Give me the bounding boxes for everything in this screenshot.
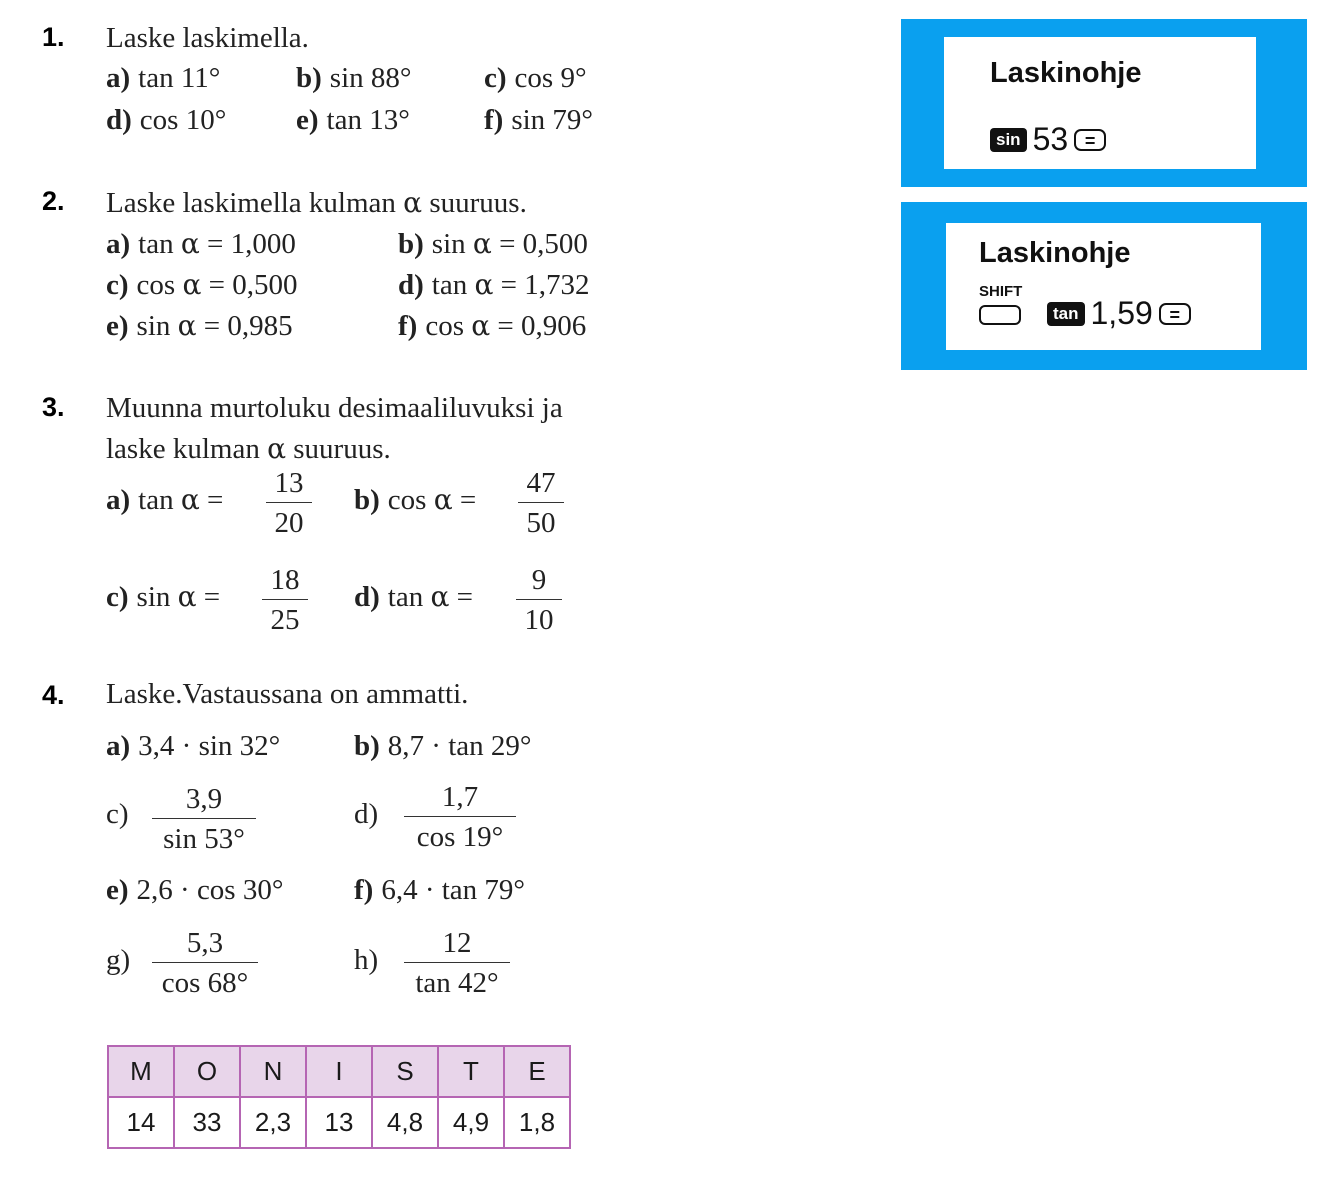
table-cell: T <box>438 1046 504 1097</box>
answer-code-table <box>107 1045 571 1149</box>
exercise-1-item-a: a) tan 11° <box>106 62 221 94</box>
table-cell: 2,3 <box>240 1097 306 1148</box>
table-cell: 4,9 <box>438 1097 504 1148</box>
exercise-4-item-c-fraction <box>152 780 256 859</box>
exercise-3-item-d-fraction <box>516 561 562 640</box>
exercise-3-item-a-fraction <box>266 464 312 543</box>
exercise-3-number: 3. <box>42 392 65 422</box>
denominator: tan 42° <box>415 967 499 999</box>
shift-key-icon <box>979 305 1021 325</box>
exercise-3-prompt-line2: laske kulman α suuruus. <box>106 432 391 465</box>
exercise-4-prompt: Laske.Vastaussana on ammatti. <box>106 678 469 710</box>
exercise-4-item-g-fraction <box>152 924 258 1003</box>
denominator: 25 <box>270 604 300 636</box>
numerator: 47 <box>518 464 564 503</box>
numerator: 18 <box>262 561 308 600</box>
numerator: 3,9 <box>152 780 256 819</box>
exercise-2-item-c: c) cos α = 0,500 <box>106 268 298 301</box>
exercise-1-prompt: Laske laskimella. <box>106 22 309 54</box>
exercise-4-item-d-label: d) <box>354 798 379 830</box>
key-value: 53 <box>1032 121 1069 157</box>
denominator: 20 <box>274 507 304 539</box>
numerator: 1,7 <box>404 778 516 817</box>
table-row-letters <box>108 1046 570 1097</box>
exercise-4-item-f: f) 6,4 · tan 79° <box>354 874 526 906</box>
exercise-4-item-e: e) 2,6 · cos 30° <box>106 874 284 906</box>
calculator-tip-1-card <box>944 37 1256 169</box>
exercise-4-item-h-label: h) <box>354 944 379 976</box>
exercise-2-item-b: b) sin α = 0,500 <box>398 227 588 260</box>
table-cell: N <box>240 1046 306 1097</box>
exercise-1-item-c: c) cos 9° <box>484 62 587 94</box>
table-cell: I <box>306 1046 372 1097</box>
calculator-tip-title: Laskinohje <box>979 237 1131 269</box>
exercise-1-item-b: b) sin 88° <box>296 62 412 94</box>
exercise-4-item-g-label: g) <box>106 944 131 976</box>
calculator-tip-2 <box>901 202 1307 370</box>
calculator-tip-1 <box>901 19 1307 187</box>
exercise-2-item-a: a) tan α = 1,000 <box>106 227 296 260</box>
table-cell: 4,8 <box>372 1097 438 1148</box>
exercise-1-item-f: f) sin 79° <box>484 104 594 136</box>
denominator: cos 19° <box>416 821 504 853</box>
exercise-1-item-e: e) tan 13° <box>296 104 410 136</box>
denominator: 10 <box>524 604 554 636</box>
exercise-3-prompt-line1: Muunna murtoluku desimaaliluvuksi ja <box>106 392 563 424</box>
table-cell: 14 <box>108 1097 174 1148</box>
exercise-3-item-a-lhs: a) tan α = <box>106 483 224 516</box>
numerator: 9 <box>516 561 562 600</box>
shift-label: SHIFT <box>979 283 1023 300</box>
key-value: 1,59 <box>1090 295 1153 331</box>
exercise-2-item-d: d) tan α = 1,732 <box>398 268 590 301</box>
table-cell: O <box>174 1046 240 1097</box>
denominator: sin 53° <box>163 823 245 855</box>
equals-key-icon: = <box>1074 129 1106 151</box>
sin-key-icon: sin <box>990 128 1027 152</box>
table-cell: S <box>372 1046 438 1097</box>
exercise-2-item-e: e) sin α = 0,985 <box>106 309 293 342</box>
table-cell: 33 <box>174 1097 240 1148</box>
exercise-1-item-d: d) cos 10° <box>106 104 227 136</box>
exercise-4-item-d-fraction <box>404 778 516 857</box>
denominator: 50 <box>526 507 556 539</box>
table-cell: M <box>108 1046 174 1097</box>
exercise-1-number: 1. <box>42 22 65 52</box>
exercise-4-item-h-fraction <box>404 924 510 1003</box>
exercise-3-item-c-lhs: c) sin α = <box>106 580 221 613</box>
calculator-key-sequence <box>990 121 1106 158</box>
exercise-4-item-b: b) 8,7 · tan 29° <box>354 730 532 762</box>
table-cell: 1,8 <box>504 1097 570 1148</box>
tan-key-icon: tan <box>1047 302 1085 326</box>
exercise-3-item-b-lhs: b) cos α = <box>354 483 477 516</box>
exercise-4-item-a: a) 3,4 · sin 32° <box>106 730 281 762</box>
numerator: 13 <box>266 464 312 503</box>
calculator-key-sequence <box>1047 295 1191 332</box>
exercise-3-item-b-fraction <box>518 464 564 543</box>
exercise-2-item-f: f) cos α = 0,906 <box>398 309 587 342</box>
exercise-2-prompt: Laske laskimella kulman α suuruus. <box>106 186 527 219</box>
exercise-4-number: 4. <box>42 680 65 710</box>
table-cell: 13 <box>306 1097 372 1148</box>
calculator-tip-2-card <box>946 223 1261 350</box>
numerator: 5,3 <box>152 924 258 963</box>
calculator-tip-title: Laskinohje <box>990 57 1142 89</box>
exercise-2-number: 2. <box>42 186 65 216</box>
table-cell: E <box>504 1046 570 1097</box>
exercise-4-item-c-label: c) <box>106 798 129 830</box>
exercise-3-item-c-fraction <box>262 561 308 640</box>
exercise-3-item-d-lhs: d) tan α = <box>354 580 474 613</box>
numerator: 12 <box>404 924 510 963</box>
denominator: cos 68° <box>161 967 249 999</box>
table-row-values <box>108 1097 570 1148</box>
equals-key-icon: = <box>1159 303 1191 325</box>
